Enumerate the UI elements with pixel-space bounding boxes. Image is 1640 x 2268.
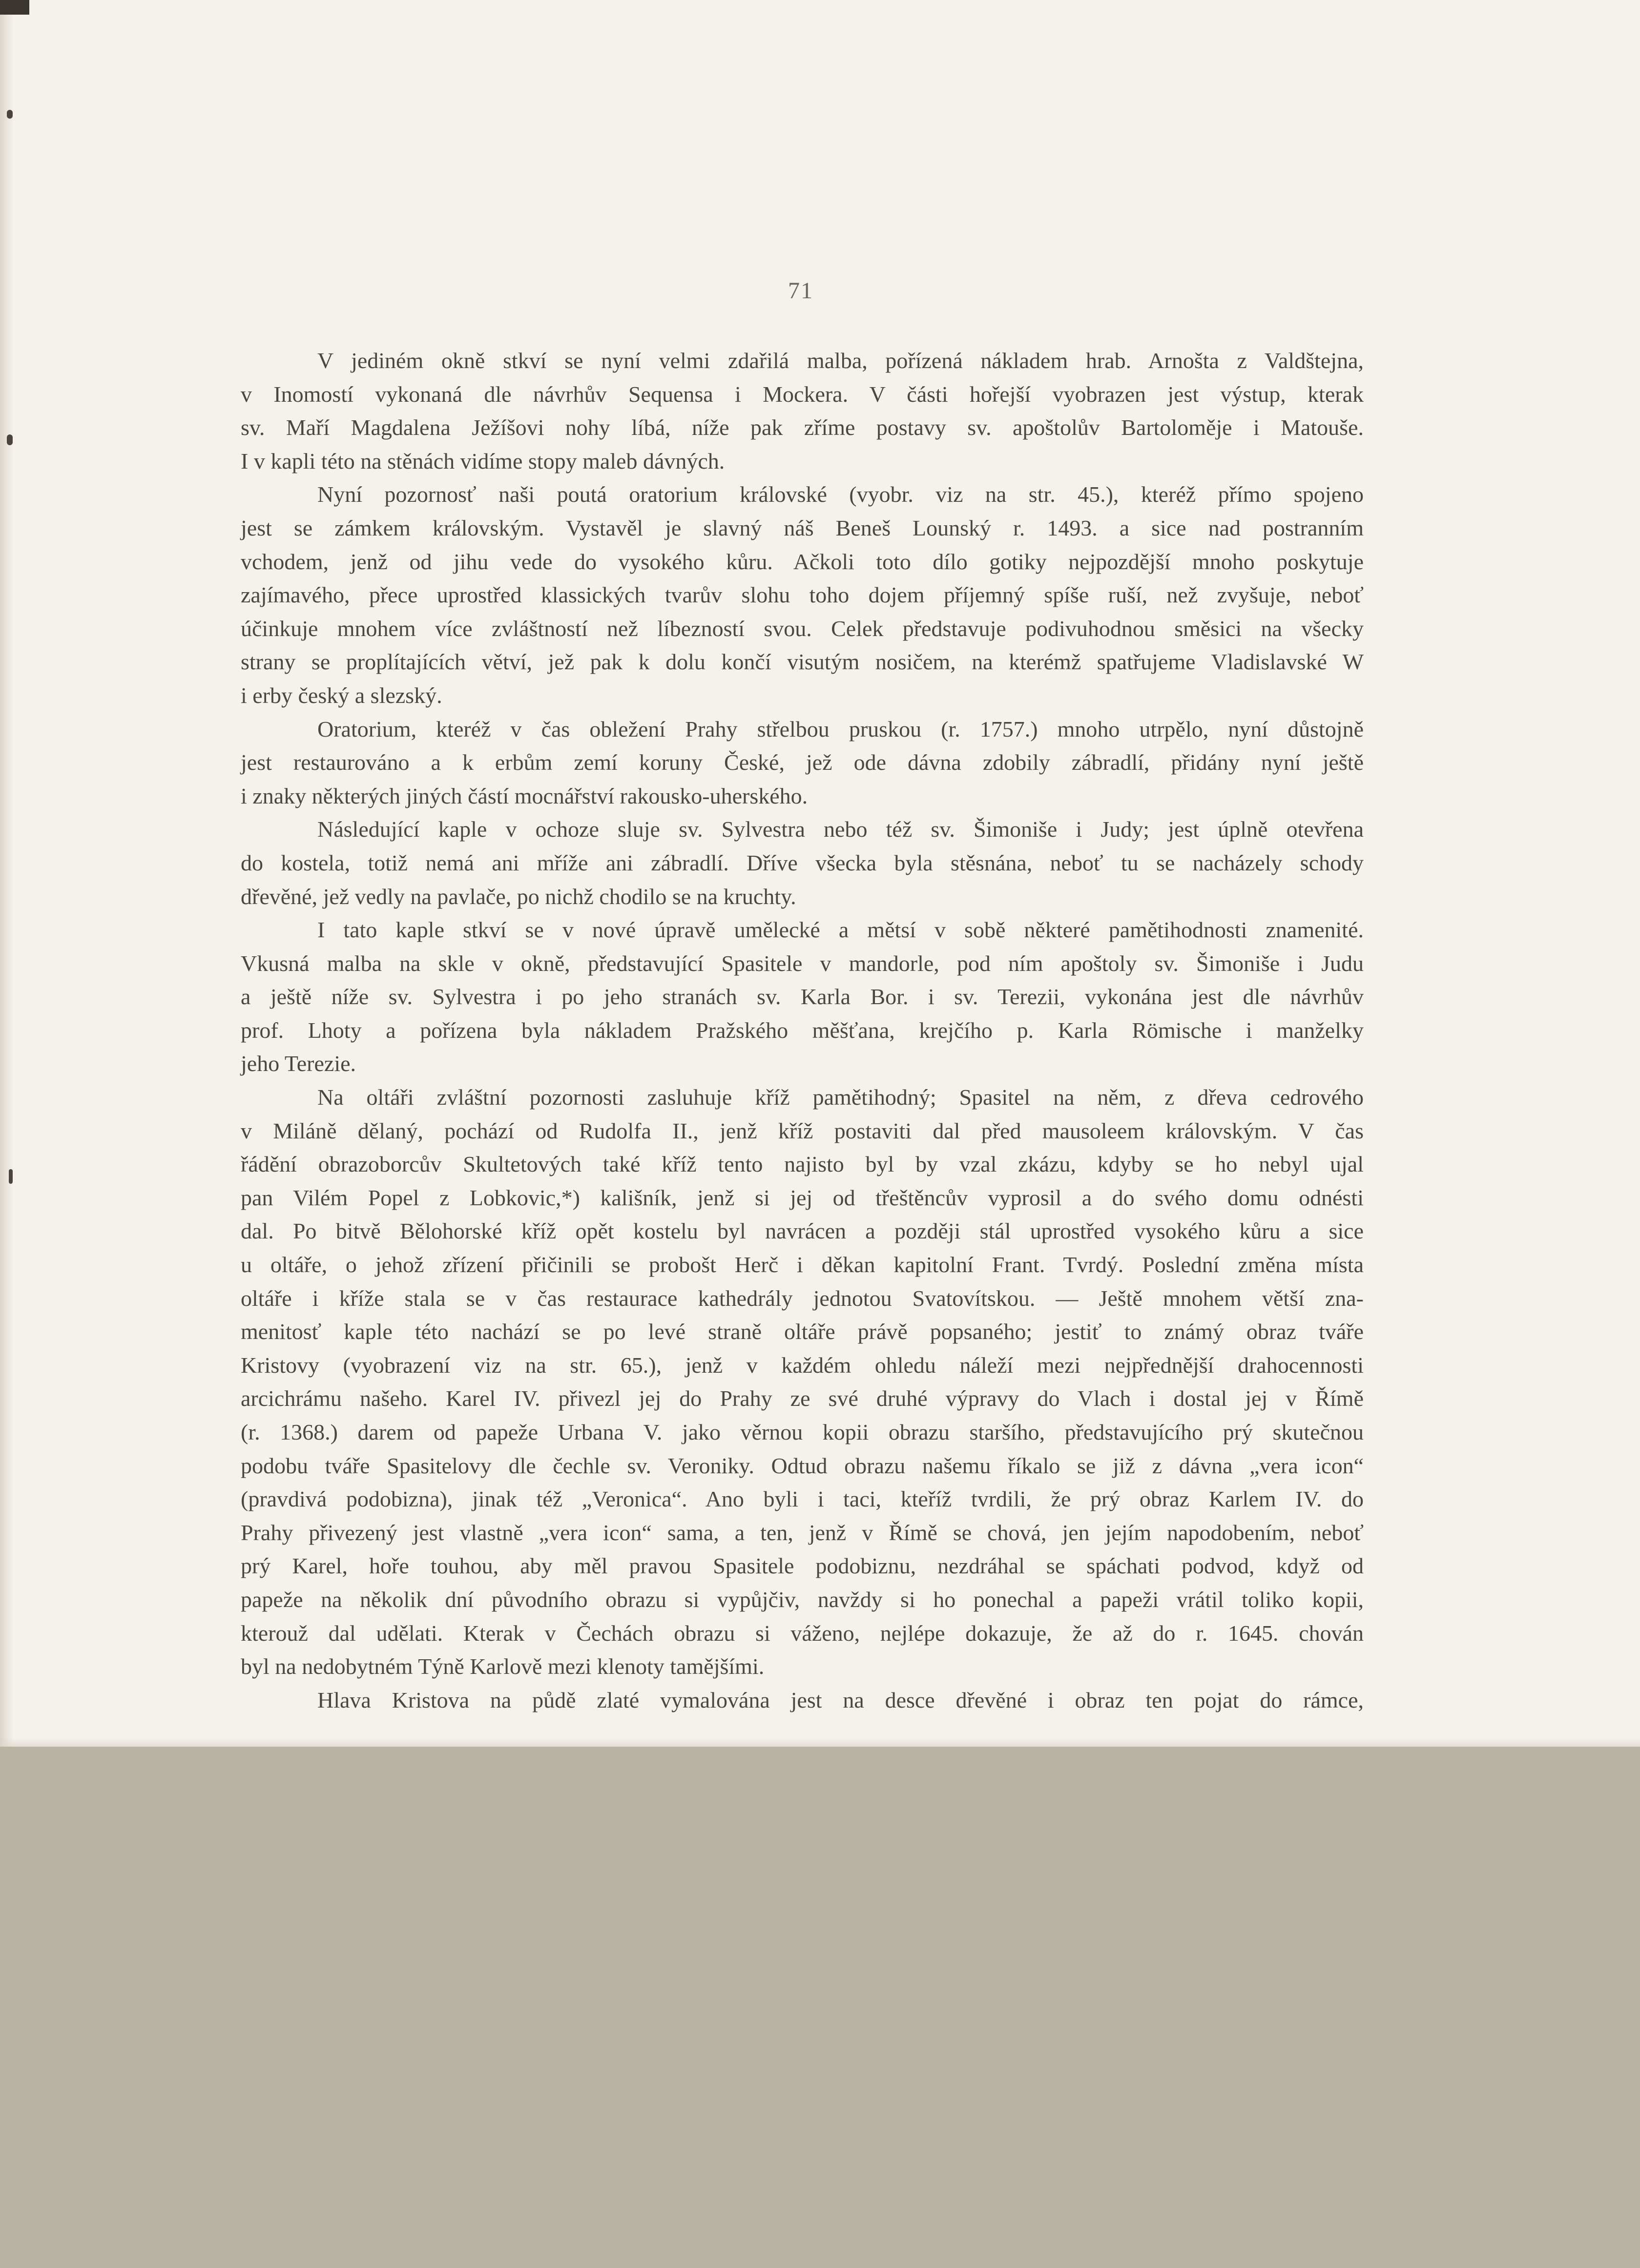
scan-cutoff-edge	[0, 1738, 1640, 1747]
text-line: Prahy přivezený jest vlastně „vera icon“ sama, a ten, jenž v Římě se chová, jen jejím napodobením, neboť	[241, 1520, 1364, 1545]
binding-corner-mark	[0, 0, 29, 15]
text-line: prof. Lhoty a pořízena byla nákladem Pražského měšťana, krejčího p. Karla Römische i manželky	[241, 1017, 1364, 1043]
text-line: I tato kaple stkví se v nové úpravě umělecké a mětsí v sobě některé pamětihodnosti znamenité.	[317, 917, 1364, 943]
text-line: (pravdivá podobizna), jinak též „Veronica“. Ano byli i taci, kteříž tvrdili, že prý obraz Karlem IV. do	[241, 1486, 1364, 1512]
text-line: účinkuje mnohem více zvláštností než líbezností svou. Celek představuje podivuhodnou směsici na všecky	[241, 616, 1364, 641]
page-number: 71	[788, 278, 813, 304]
text-line: V jediném okně stkví se nyní velmi zdařilá malba, pořízená nákladem hrab. Arnošta z Valdštejna,	[317, 348, 1364, 373]
text-line: papeže na několik dní původního obrazu si vypůjčiv, navždy si ho ponechal a papeži vrátil toliko kopii,	[241, 1587, 1364, 1612]
text-line: oltáře i kříže stala se v čas restaurace kathedrály jednotou Svatovítskou. — Ještě mnohem větší zna-	[241, 1285, 1364, 1311]
text-line: řádění obrazoborcův Skultetových také kříž tento najisto byl by vzal zkázu, kdyby se ho nebyl ujal	[241, 1152, 1364, 1177]
text-line: zajímavého, přece uprostřed klassických tvarův slohu toho dojem příjemný spíše ruší, než zvyšuje, neboť	[241, 582, 1364, 608]
text-line: Kristovy (vyobrazení viz na str. 65.), jenž v každém ohledu náleží mezi nejpřednější drahocennosti	[241, 1352, 1364, 1378]
text-line: kterouž dal udělati. Kterak v Čechách obrazu si váženo, nejlépe dokazuje, že až do r. 1645. chován	[241, 1620, 1364, 1646]
text-line: a ještě níže sv. Sylvestra i po jeho stranách sv. Karla Bor. i sv. Terezii, vykonána jest dle návrhův	[241, 984, 1364, 1010]
text-line: strany se proplítajících větví, jež pak k dolu končí visutým nosičem, na kterémž spatřujeme Vladislavské W	[241, 649, 1364, 675]
text-line: Vkusná malba na skle v okně, představující Spasitele v mandorle, pod ním apoštoly sv. Šimoniše i Judu	[241, 950, 1364, 976]
text-line: vchodem, jenž od jihu vede do vysokého kůru. Ačkoli toto dílo gotiky nejpozdější mnoho poskytuje	[241, 549, 1364, 574]
text-line: menitosť kaple této nachází se po levé straně oltáře právě popsaného; jestiť to známý obraz tváře	[241, 1319, 1364, 1344]
text-line: Nyní pozornosť naši poutá oratorium královské (vyobr. viz na str. 45.), kteréž přímo spojeno	[317, 482, 1364, 507]
text-line: i znaky některých jiných částí mocnářství rakousko-uherského.	[241, 783, 808, 808]
text-line: (r. 1368.) darem od papeže Urbana V. jako věrnou kopii obrazu staršího, představujícího prý skutečnou	[241, 1420, 1364, 1444]
text-line: jest se zámkem královským. Vystavěl je slavný náš Beneš Lounský r. 1493. a sice nad postranním	[241, 515, 1364, 540]
text-line: Hlava Kristova na půdě zlaté vymalována jest na desce dřevěné i obraz ten pojat do rámce,	[317, 1687, 1364, 1712]
text-line: sv. Maří Magdalena Ježíšovi nohy líbá, níže pak zříme postavy sv. apoštolův Bartoloměje i Matouše.	[241, 415, 1364, 440]
text-line: do kostela, totiž nemá ani mříže ani zábradlí. Dříve všecka byla stěsnána, neboť tu se nacházely schody	[241, 850, 1364, 875]
text-line: i erby český a slezský.	[241, 682, 442, 708]
page-binding-edge	[0, 0, 13, 1747]
text-line: Oratorium, kteréž v čas obležení Prahy střelbou pruskou (r. 1757.) mnoho utrpělo, nyní důstojně	[317, 716, 1364, 742]
body-text	[241, 344, 1364, 1717]
text-line: pan Vilém Popel z Lobkovic,*) kališník, jenž si jej od třeštěncův vyprosil a do svého domu odnésti	[241, 1185, 1364, 1210]
text-line: I v kapli této na stěnách vidíme stopy maleb dávných.	[241, 448, 725, 474]
text-line: arcichrámu našeho. Karel IV. přivezl jej do Prahy ze své druhé výpravy do Vlach i dostal jej v Římě	[241, 1386, 1364, 1411]
text-line: u oltáře, o jehož zřízení přičinili se probošt Herč i děkan kapitolní Frant. Tvrdý. Poslední změna místa	[241, 1252, 1364, 1278]
text-line: jest restaurováno a k erbům zemí koruny České, jež ode dávna zdobily zábradlí, přidány nyní ještě	[241, 750, 1364, 775]
text-line: prý Karel, hoře touhou, aby měl pravou Spasitele podobiznu, nezdráhal se spáchati podvod, když od	[241, 1553, 1364, 1579]
text-line: dřevěné, jež vedly na pavlače, po nichž chodilo se na kruchty.	[241, 884, 796, 909]
binding-hole	[7, 434, 13, 445]
text-line: v Miláně dělaný, pochází od Rudolfa II., jenž kříž postaviti dal před mausoleem královským. V čas	[241, 1118, 1364, 1143]
binding-hole	[9, 1169, 13, 1184]
text-line: v Inomostí vykonaná dle návrhův Sequensa i Mockera. V části hořejší vyobrazen jest výstup, kterak	[241, 381, 1364, 407]
text-line: Na oltáři zvláštní pozornosti zasluhuje kříž pamětihodný; Spasitel na něm, z dřeva cedrového	[317, 1085, 1364, 1110]
text-line: byl na nedobytném Týně Karlově mezi klenoty tamějšími.	[241, 1654, 765, 1679]
text-line: dal. Po bitvě Bělohorské kříž opět kostelu byl navrácen a později stál uprostřed vysokého kůru a sice	[241, 1218, 1364, 1244]
text-line: jeho Terezie.	[241, 1051, 356, 1076]
binding-hole	[7, 110, 13, 119]
text-line: Následující kaple v ochoze sluje sv. Sylvestra nebo též sv. Šimoniše i Judy; jest úplně otevřena	[317, 817, 1364, 842]
text-line: podobu tváře Spasitelovy dle čechle sv. Veroniky. Odtud obrazu našemu říkalo se již z dávna „vera icon“	[241, 1453, 1364, 1478]
